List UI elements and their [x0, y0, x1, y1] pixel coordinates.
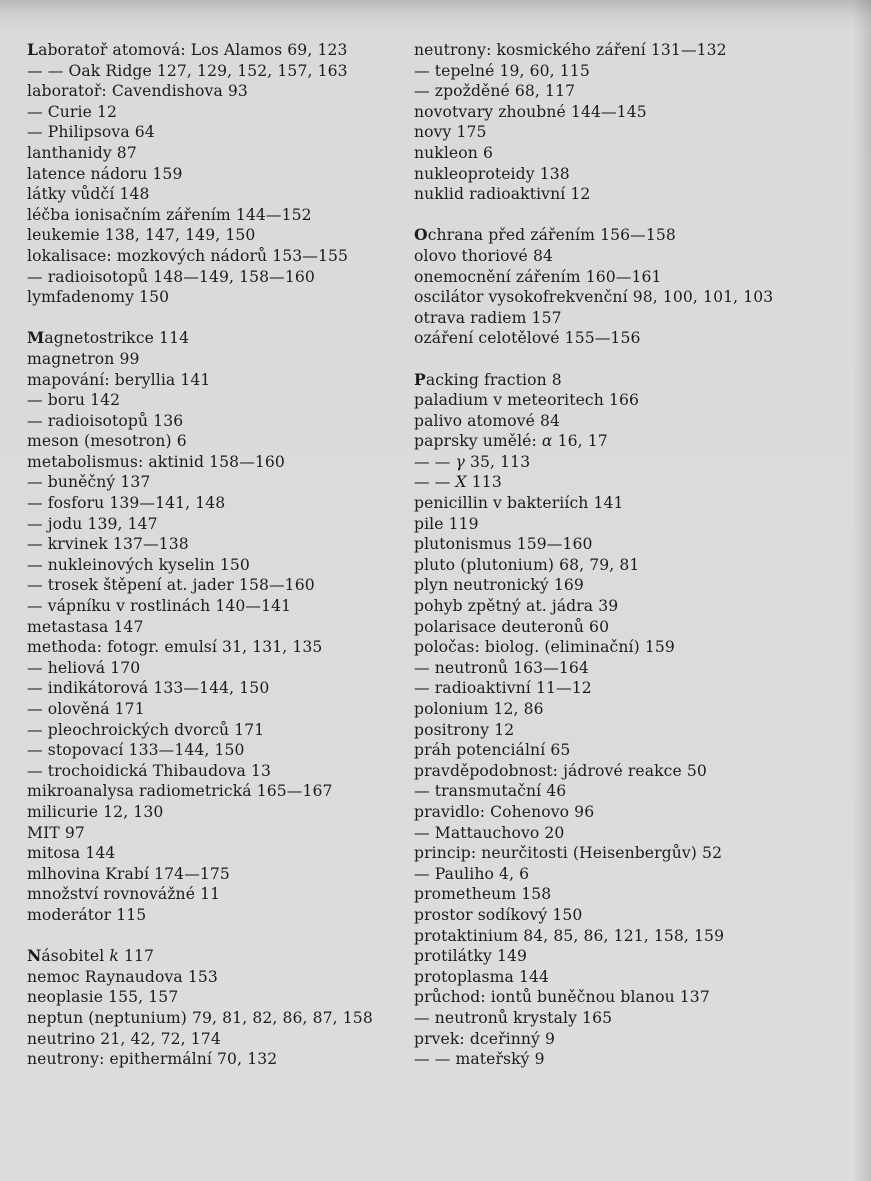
index-entry: metabolismus: aktinid 158—160 [27, 452, 285, 471]
index-entry: methoda: fotogr. emulsí 31, 131, 135 [27, 638, 323, 657]
section-initial-letter: L [27, 40, 39, 59]
index-entry [414, 472, 854, 493]
entry-symbol: X [455, 473, 467, 492]
index-entry: — transmutační 46 [414, 782, 567, 801]
index-entry: olovo thoriové 84 [414, 246, 553, 265]
entry-text: chrana před zářením 156—158 [427, 226, 676, 245]
entry-text: aboratoř atomová: Los Alamos 69, 123 [38, 41, 348, 59]
index-entry: neutrino 21, 42, 72, 174 [27, 1029, 221, 1048]
index-entry: lymfadenomy 150 [27, 288, 170, 307]
index-entry: meson (mesotron) 6 [27, 432, 187, 451]
index-entry: novy 175 [414, 123, 487, 142]
entry-pages: 113 [466, 473, 502, 492]
index-entry: palivo atomové 84 [414, 411, 561, 430]
index-entry: — fosforu 139—141, 148 [27, 494, 226, 513]
index-section-first-entry [414, 225, 854, 246]
entry-text: acking fraction 8 [425, 370, 562, 389]
index-entry: moderátor 115 [27, 905, 147, 924]
index-entry: — neutronů krystaly 165 [414, 1008, 613, 1027]
index-entry: protilátky 149 [414, 947, 528, 966]
index-entry: — Philipsova 64 [27, 123, 155, 142]
index-entry: — zpožděné 68, 117 [414, 82, 576, 101]
index-entry: — indikátorová 133—144, 150 [27, 679, 270, 698]
index-entry: — radioaktivní 11—12 [414, 679, 592, 698]
index-entry: oscilátor vysokofrekvenční 98, 100, 101, 103 [414, 288, 774, 307]
index-entry: polarisace deuteronů 60 [414, 617, 610, 636]
index-entry [414, 431, 854, 452]
index-entry: princip: neurčitosti (Heisenbergův) 52 [414, 844, 723, 863]
index-entry: positrony 12 [414, 720, 515, 739]
index-entry: protoplasma 144 [414, 967, 550, 986]
index-entry: množství rovnovážné 11 [27, 885, 221, 904]
index-entry: léčba ionisačním zářením 144—152 [27, 205, 312, 224]
index-entry: — trosek štěpení at. jader 158—160 [27, 576, 315, 595]
index-entry: lanthanidy 87 [27, 143, 137, 162]
index-entry: novotvary zhoubné 144—145 [414, 102, 647, 121]
index-entry: poločas: biolog. (eliminační) 159 [414, 638, 675, 657]
index-entry: mitosa 144 [27, 844, 116, 863]
index-entry: onemocnění zářením 160—161 [414, 267, 662, 286]
index-entry: průchod: iontů buněčnou blanou 137 [414, 988, 710, 1007]
index-entry: otrava radiem 157 [414, 308, 562, 327]
index-entry: metastasa 147 [27, 617, 144, 636]
index-entry: nukleoproteidy 138 [414, 164, 570, 183]
index-entry: — vápníku v rostlinách 140—141 [27, 597, 292, 616]
index-entry: — radioisotopů 136 [27, 411, 184, 430]
entry-text: ásobitel [41, 947, 110, 966]
index-section-first-entry [27, 946, 417, 967]
entry-text: — — [414, 452, 456, 471]
index-entry [414, 452, 854, 473]
section-initial-letter: M [27, 328, 45, 348]
index-entry: latence nádoru 159 [27, 164, 183, 183]
index-entry: magnetron 99 [27, 349, 140, 368]
index-entry: — pleochroických dvorců 171 [27, 720, 265, 739]
index-entry: milicurie 12, 130 [27, 802, 164, 821]
index-entry: — Mattauchovo 20 [414, 823, 565, 842]
index-entry [27, 40, 417, 61]
index-entry: pile 119 [414, 514, 479, 533]
index-column-left [27, 40, 417, 1070]
section-initial-letter: N [27, 946, 42, 966]
index-entry: práh potenciální 65 [414, 741, 571, 760]
entry-text: agnetostrikce 114 [44, 329, 190, 348]
index-section-first-entry [27, 328, 417, 349]
index-entry: nukleon 6 [414, 143, 493, 162]
index-entry: lokalisace: mozkových nádorů 153—155 [27, 246, 349, 265]
index-entry: mlhovina Krabí 174—175 [27, 864, 230, 883]
index-entry: plyn neutronický 169 [414, 576, 584, 595]
index-entry: MIT 97 [27, 823, 85, 842]
index-entry: — nukleinových kyselin 150 [27, 555, 250, 574]
index-entry: mikroanalysa radiometrická 165—167 [27, 782, 333, 801]
index-entry: — heliová 170 [27, 658, 141, 677]
index-entry: nuklid radioaktivní 12 [414, 185, 591, 204]
index-entry: — — mateřský 9 [414, 1050, 545, 1069]
entry-pages: 117 [118, 947, 155, 966]
entry-text: — — [414, 473, 456, 492]
index-entry: — radioisotopů 148—149, 158—160 [27, 267, 315, 286]
index-entry: ozáření celotělové 155—156 [414, 329, 641, 348]
entry-symbol: γ [455, 452, 465, 471]
entry-symbol: α [541, 432, 553, 451]
index-entry: prometheum 158 [414, 885, 552, 904]
index-entry: nemoc Raynaudova 153 [27, 967, 218, 986]
index-entry: neutrony: epithermální 70, 132 [27, 1050, 278, 1069]
index-entry: — trochoidická Thibaudova 13 [27, 761, 272, 780]
index-entry: — tepelné 19, 60, 115 [414, 61, 590, 80]
index-entry: pravidlo: Cohenovo 96 [414, 802, 595, 821]
index-entry: — boru 142 [27, 391, 121, 410]
index-column-right [414, 40, 854, 1070]
index-entry: — krvinek 137—138 [27, 535, 189, 554]
index-entry: paladium v meteoritech 166 [414, 391, 640, 410]
index-entry: pohyb zpětný at. jádra 39 [414, 597, 619, 616]
index-entry: — olověná 171 [27, 700, 145, 718]
index-entry: prostor sodíkový 150 [414, 905, 583, 924]
index-entry: neptun (neptunium) 79, 81, 82, 86, 87, 158 [27, 1008, 373, 1027]
index-entry: mapování: beryllia 141 [27, 370, 211, 389]
index-entry: neutrony: kosmického záření 131—132 [414, 41, 727, 59]
entry-pages: 16, 17 [552, 432, 608, 451]
index-entry: — Pauliho 4, 6 [414, 864, 530, 883]
index-entry: pravděpodobnost: jádrové reakce 50 [414, 761, 707, 780]
index-entry: laboratoř: Cavendishova 93 [27, 82, 248, 101]
index-section-first-entry [414, 370, 854, 391]
index-entry: — neutronů 163—164 [414, 658, 589, 677]
entry-pages: 35, 113 [464, 452, 531, 471]
entry-symbol: k [109, 947, 119, 966]
index-entry: — Curie 12 [27, 102, 117, 121]
index-entry: penicillin v bakteriích 141 [414, 494, 624, 513]
section-initial-letter: P [414, 369, 426, 389]
section-initial-letter: O [414, 225, 428, 245]
index-entry: plutonismus 159—160 [414, 535, 593, 554]
index-entry: — buněčný 137 [27, 473, 151, 492]
entry-text: paprsky umělé: [414, 432, 542, 451]
index-entry: leukemie 138, 147, 149, 150 [27, 226, 256, 245]
index-entry: látky vůdčí 148 [27, 185, 150, 204]
index-entry: polonium 12, 86 [414, 700, 544, 718]
index-entry: neoplasie 155, 157 [27, 988, 179, 1007]
index-entry: — jodu 139, 147 [27, 514, 158, 533]
index-entry: protaktinium 84, 85, 86, 121, 158, 159 [414, 926, 725, 945]
index-entry: — stopovací 133—144, 150 [27, 741, 245, 760]
index-entry: prvek: dceřinný 9 [414, 1029, 555, 1048]
index-entry: pluto (plutonium) 68, 79, 81 [414, 555, 640, 574]
index-entry: — — Oak Ridge 127, 129, 152, 157, 163 [27, 61, 348, 80]
